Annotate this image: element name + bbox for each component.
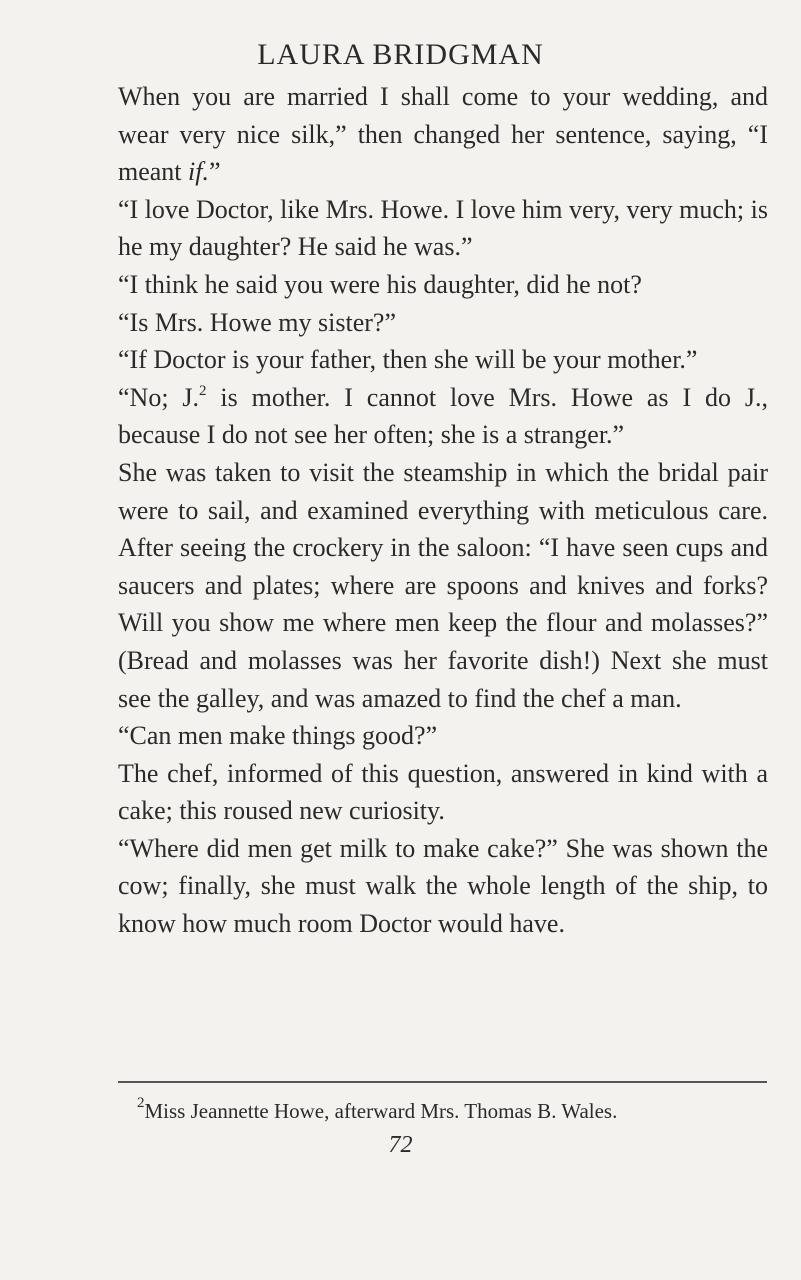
paragraph [118, 78, 768, 191]
text-run: ” [208, 157, 221, 187]
paragraph [118, 379, 768, 454]
paragraph [118, 266, 768, 304]
text-run: “If Doctor is your father, then she will be your mother.” [118, 345, 698, 375]
page-number: 72 [388, 1132, 413, 1158]
paragraph [118, 341, 768, 379]
text-run: “Is Mrs. Howe my sister?” [118, 307, 396, 337]
text-run: “I think he said you were his daughter, did he not? [118, 269, 642, 299]
footnote [137, 1096, 777, 1126]
text-run: “Can men make things good?” [118, 721, 438, 751]
text-run: She was taken to visit the steamship in which the bridal pair were to sail, and examined everything with meticulous care. After seeing the crockery in the saloon: “I have seen cups and saucers and plates; where are spoons and knives and forks? Will you show me where men keep the flour and molasses?” (Bread and molasses was her favorite dish!) Next she must see the galley, and was amazed to find the chef a man. [118, 457, 768, 713]
footnote-text: Miss Jeannette Howe, afterward Mrs. Thomas B. Wales. [144, 1099, 618, 1123]
footnote-rule [118, 1081, 767, 1083]
paragraph [118, 191, 768, 266]
text-run: “No; J. [118, 382, 200, 412]
paragraph [118, 717, 768, 755]
text-run: The chef, informed of this question, answered in kind with a cake; this roused new curiosity. [118, 758, 768, 826]
text-run: When you are married I shall come to your wedding, and wear very nice silk,” then changed her sentence, saying, “I meant [118, 82, 768, 187]
body-text [118, 78, 768, 943]
paragraph [118, 830, 768, 943]
italic-word: if. [188, 157, 209, 187]
running-head: LAURA BRIDGMAN [257, 38, 544, 71]
text-run: “Where did men get milk to make cake?” She was shown the cow; finally, she must walk the whole length of the ship, to know how much room Doctor would have. [118, 833, 768, 939]
text-run: is mother. I cannot love Mrs. Howe as I do J., because I do not see her often; she is a stranger.” [118, 382, 768, 450]
paragraph [118, 755, 768, 830]
paragraph [118, 304, 768, 342]
footnote-marker: 2 [137, 1095, 145, 1111]
footnote-reference: 2 [199, 382, 207, 399]
text-run: “I love Doctor, like Mrs. Howe. I love him very, very much; is he my daughter? He said he was.” [118, 194, 768, 262]
paragraph [118, 454, 768, 717]
